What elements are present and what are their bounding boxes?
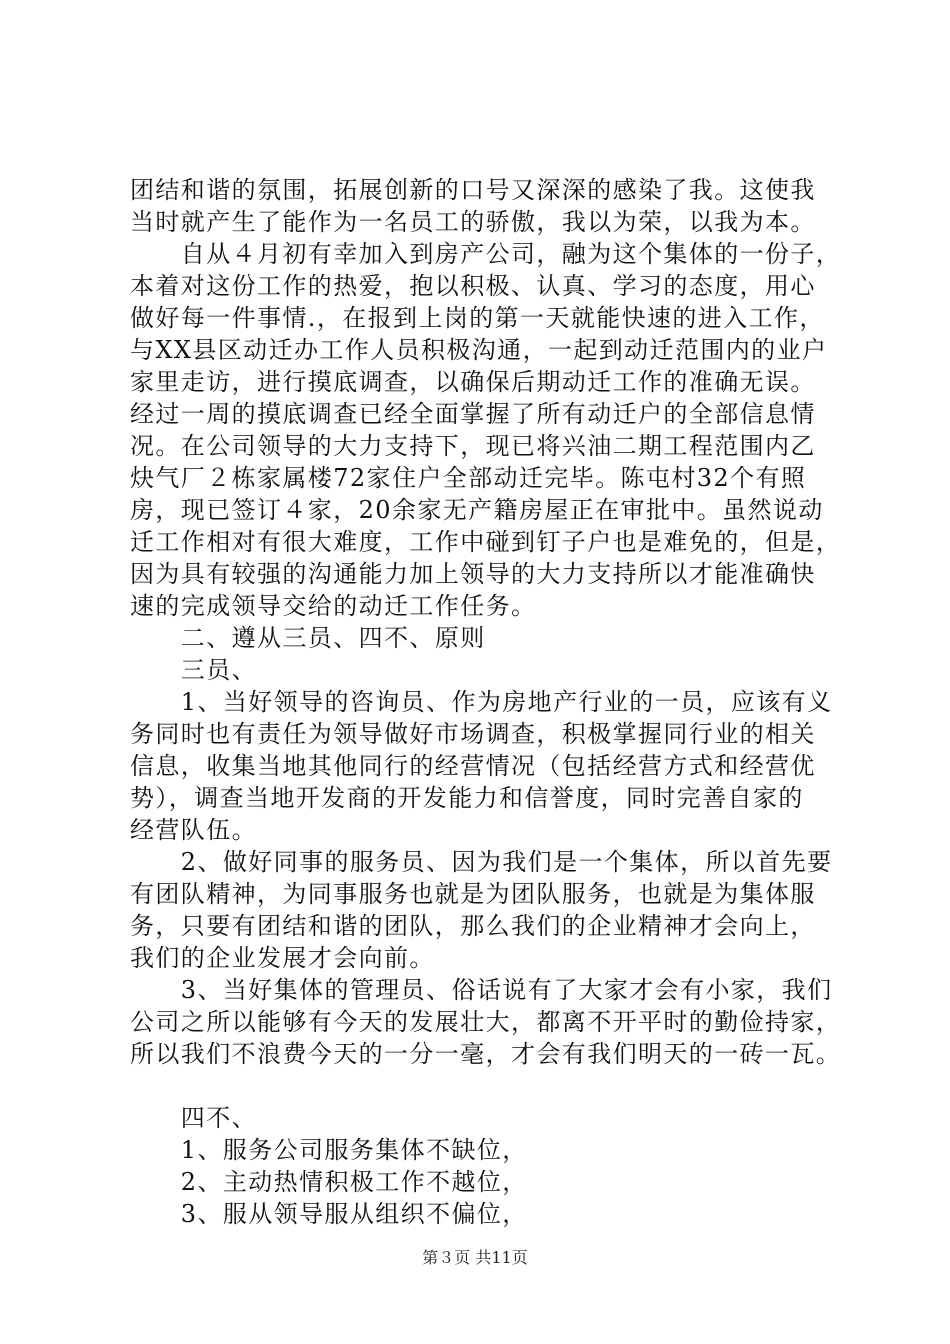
text-line: 与XX县区动迁办工作人员积极沟通，一起到动迁范围内的业户 bbox=[130, 336, 828, 364]
text-line: 炔气厂２栋家属楼72家住户全部动迁完毕。陈屯村32个有照 bbox=[130, 464, 807, 492]
list-item: 1、服务公司服务集体不缺位， bbox=[130, 1136, 528, 1164]
text-line: 3、当好集体的管理员、俗话说有了大家才会有小家，我们 bbox=[130, 976, 833, 1004]
text-line: 家里走访，进行摸底调查，以确保后期动迁工作的准确无误。 bbox=[130, 368, 816, 396]
text-line: 经过一周的摸底调查已经全面掌握了所有动迁户的全部信息情 bbox=[130, 400, 816, 428]
text-line: 所以我们不浪费今天的一分一毫，才会有我们明天的一砖一瓦。 bbox=[130, 1040, 842, 1068]
text-line: 经营队伍。 bbox=[130, 816, 257, 844]
text-line: 势），调查当地开发商的开发能力和信誉度，同时完善自家的 bbox=[130, 784, 804, 812]
text-line: 房，现已签订４家，20余家无产籍房屋正在审批中。虽然说动 bbox=[130, 496, 824, 524]
text-line: 信息，收集当地其他同行的经营情况（包括经营方式和经营优 bbox=[130, 752, 816, 780]
text-line: 务，只要有团结和谐的团队，那么我们的企业精神才会向上， bbox=[130, 912, 816, 940]
text-line: 公司之所以能够有今天的发展壮大，都离不开平时的勤俭持家， bbox=[130, 1008, 842, 1036]
text-line: 速的完成领导交给的动迁工作任务。 bbox=[130, 592, 537, 620]
list-item: 3、服从领导服从组织不偏位， bbox=[130, 1200, 528, 1228]
subsection-heading: 四不、 bbox=[130, 1104, 257, 1132]
text-line: 当时就产生了能作为一名员工的骄傲，我以为荣，以我为本。 bbox=[130, 208, 816, 236]
text-line: 本着对这份工作的热爱，抱以积极、认真、学习的态度，用心 bbox=[130, 272, 816, 300]
text-line: 有团队精神，为同事服务也就是为团队服务，也就是为集体服 bbox=[130, 880, 816, 908]
list-item: 2、主动热情积极工作不越位， bbox=[130, 1168, 528, 1196]
text-line: 迁工作相对有很大难度，工作中碰到钉子户也是难免的，但是， bbox=[130, 528, 842, 556]
subsection-heading: 三员、 bbox=[130, 656, 257, 684]
text-line: 况。在公司领导的大力支持下，现已将兴油二期工程范围内乙 bbox=[130, 432, 816, 460]
text-line: 做好每一件事情.，在报到上岗的第一天就能快速的进入工作， bbox=[130, 304, 825, 332]
text-line: 我们的企业发展才会向前。 bbox=[130, 944, 435, 972]
text-line: 2、做好同事的服务员、因为我们是一个集体，所以首先要 bbox=[130, 848, 833, 876]
text-line: 务同时也有责任为领导做好市场调查，积极掌握同行业的相关 bbox=[130, 720, 816, 748]
text-line: 团结和谐的氛围，拓展创新的口号又深深的感染了我。这使我 bbox=[130, 176, 816, 204]
text-line: 1、当好领导的咨询员、作为房地产行业的一员，应该有义 bbox=[130, 688, 833, 716]
text-line: 因为具有较强的沟通能力加上领导的大力支持所以才能准确快 bbox=[130, 560, 816, 588]
section-heading: 二、遵从三员、四不、原则 bbox=[130, 624, 486, 652]
page-number-footer: 第３页 共11页 bbox=[422, 1248, 528, 1267]
text-line: 自从４月初有幸加入到房产公司，融为这个集体的一份子， bbox=[130, 240, 842, 268]
